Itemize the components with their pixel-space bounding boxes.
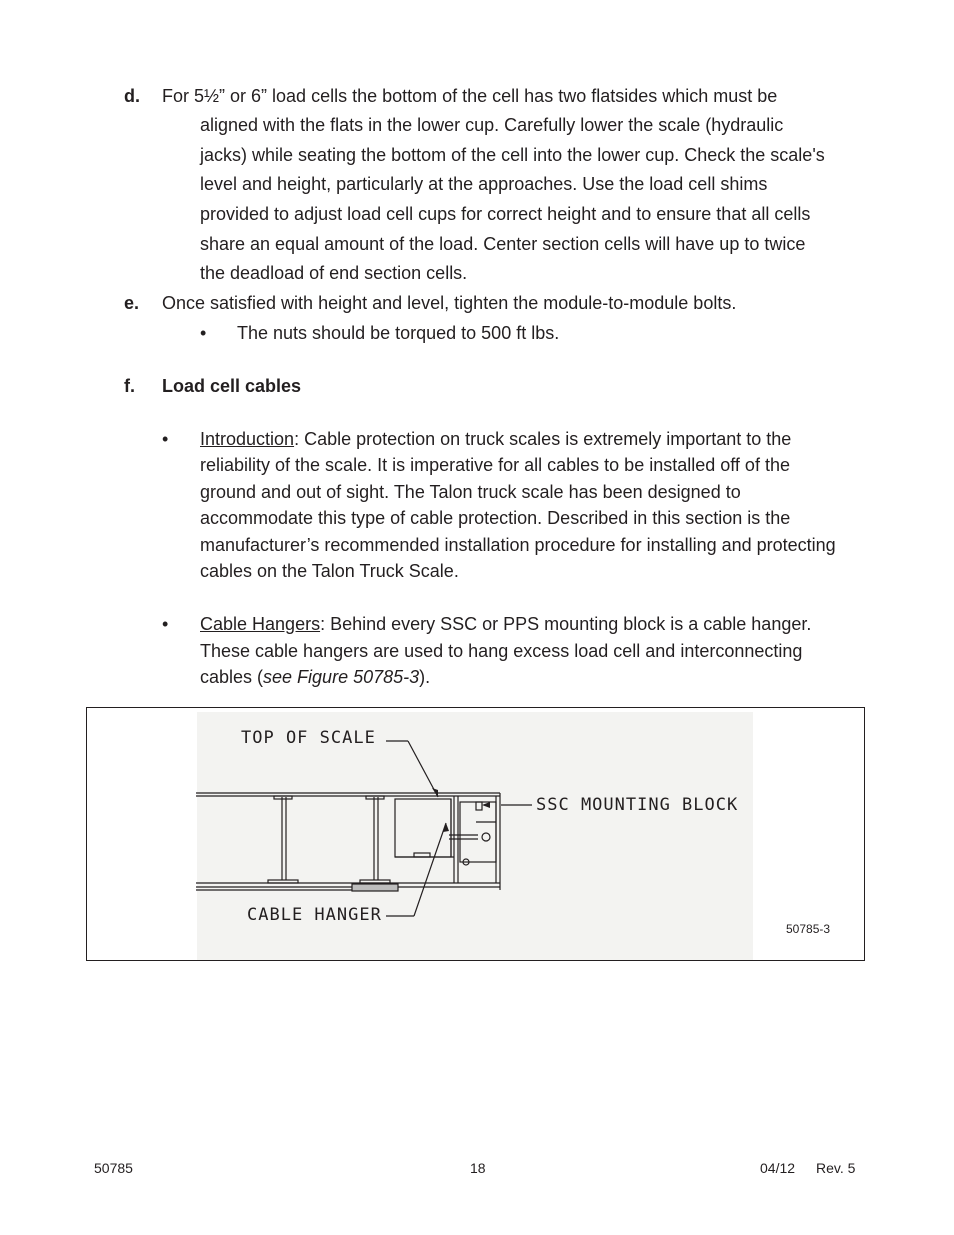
item-e-bullet: • — [200, 323, 207, 343]
figure-reference: see Figure 50785-3 — [263, 667, 420, 687]
label-top-of-scale: TOP OF SCALE — [241, 728, 376, 748]
item-f-heading: Load cell cables — [162, 376, 302, 396]
item-d-marker: d. — [124, 86, 140, 106]
figure-id: 50785-3 — [786, 922, 831, 936]
intro-bullet: • — [162, 429, 169, 449]
item-d-line-7: the deadload of end section cells. — [200, 263, 468, 283]
intro-line-2: reliability of the scale. It is imperative for all cables to be installed off of the — [200, 455, 790, 475]
intro-line-5: manufacturer’s recommended installation procedure for installing and protecting — [200, 535, 836, 555]
item-d-line-3: jacks) while seating the bottom of the cell into the lower cup. Check the scale's — [200, 145, 825, 165]
intro-line-6: cables on the Talon Truck Scale. — [200, 561, 459, 581]
label-cable-hanger: CABLE HANGER — [247, 905, 382, 925]
footer-doc-number: 50785 — [94, 1160, 133, 1176]
hangers-line-2: These cable hangers are used to hang excess load cell and interconnecting — [200, 641, 803, 661]
figure-frame — [86, 707, 865, 961]
hangers-line-3-pre: cables ( — [200, 667, 264, 687]
intro-line-4: accommodate this type of cable protection. Described in this section is the — [200, 508, 791, 528]
label-ssc-mounting-block: SSC MOUNTING BLOCK — [536, 795, 739, 815]
item-d-line-5: provided to adjust load cell cups for correct height and to ensure that all cells — [200, 204, 811, 224]
hangers-term: Cable Hangers — [200, 614, 321, 634]
hangers-line-3-post: ). — [419, 667, 431, 687]
hangers-line-3 — [200, 667, 430, 688]
item-e-text: Once satisfied with height and level, tighten the module-to-module bolts. — [162, 293, 737, 313]
intro-first-rest: : Cable protection on truck scales is extremely important to the — [294, 429, 792, 449]
item-d-line-2: aligned with the flats in the lower cup. Carefully lower the scale (hydraulic — [200, 115, 784, 135]
hangers-line-1 — [200, 614, 811, 635]
footer-page-number: 18 — [470, 1160, 486, 1176]
item-d-line-4: level and height, particularly at the approaches. Use the load cell shims — [200, 174, 768, 194]
scale-cross-section-drawing — [86, 707, 865, 961]
hangers-first-rest: : Behind every SSC or PPS mounting block is a cable hanger. — [320, 614, 812, 634]
item-d-line-6: share an equal amount of the load. Center section cells will have up to twice — [200, 234, 806, 254]
item-d-line-1: For 5½” or 6” load cells the bottom of the cell has two flatsides which must be — [162, 86, 778, 106]
intro-line-1 — [200, 429, 791, 450]
intro-term: Introduction — [200, 429, 295, 449]
item-f-marker: f. — [124, 376, 135, 396]
hangers-bullet: • — [162, 614, 169, 634]
item-e-marker: e. — [124, 293, 140, 313]
footer-date: 04/12 — [760, 1160, 796, 1176]
intro-line-3: ground and out of sight. The Talon truck scale has been designed to — [200, 482, 741, 502]
item-e-sub-bullet: The nuts should be torqued to 500 ft lbs. — [237, 323, 560, 343]
footer-revision: Rev. 5 — [816, 1160, 856, 1176]
